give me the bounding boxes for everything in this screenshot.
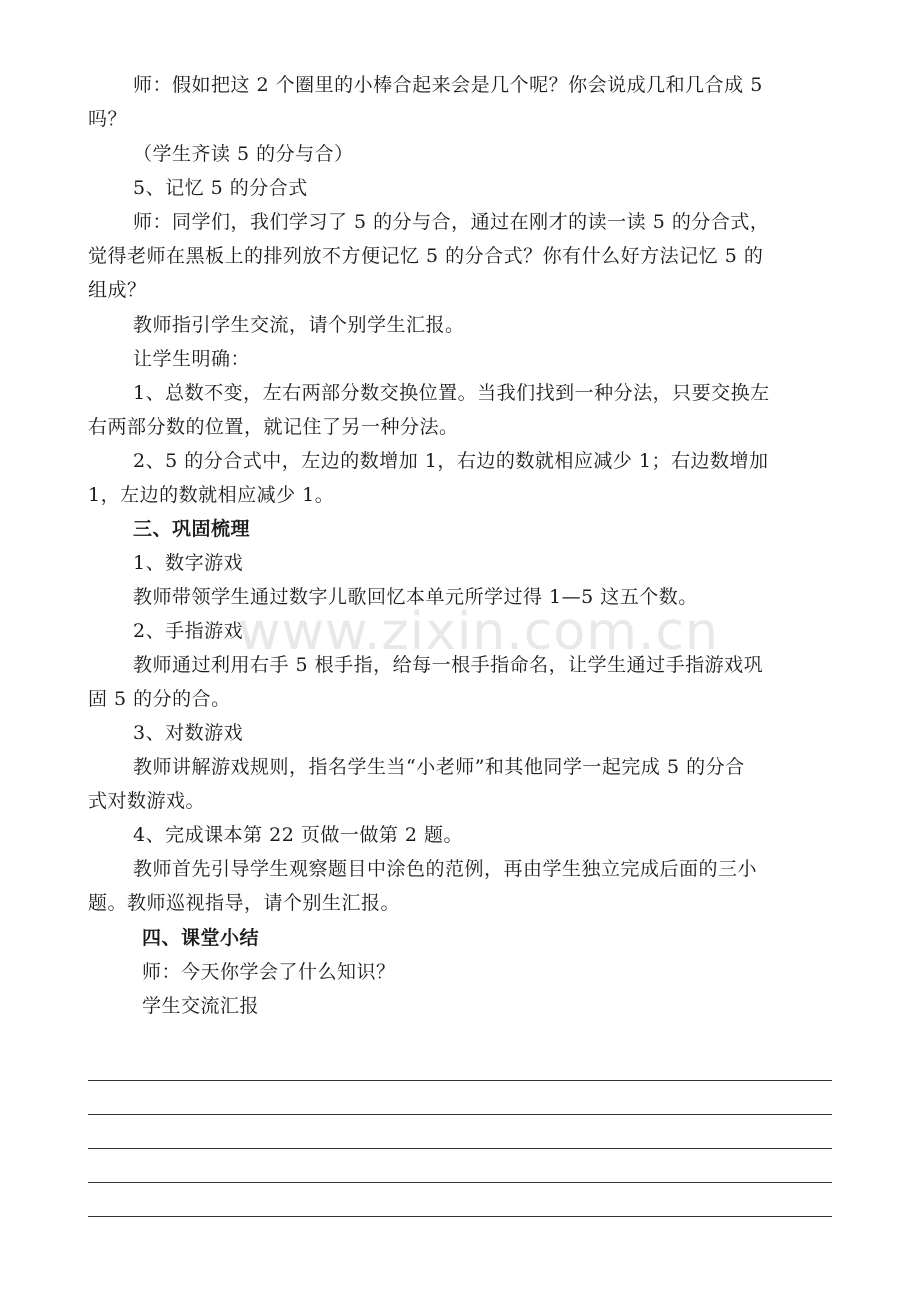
paragraph-line: 3、对数游戏 [133,722,244,744]
paragraph-line: 吗？ [88,108,128,130]
paragraph-line: 教师讲解游戏规则，指名学生当“小老师”和其他同学一起完成 5 的分合 [133,756,745,778]
blank-rule-line [88,1148,832,1149]
paragraph-line: 让学生明确： [133,348,251,370]
blank-rule-line [88,1080,832,1081]
paragraph-line: 教师首先引导学生观察题目中涂色的范例，再由学生独立完成后面的三小 [133,858,758,880]
paragraph-line: 教师通过利用右手 5 根手指，给每一根手指命名，让学生通过手指游戏巩 [133,654,764,676]
paragraph-line: 觉得老师在黑板上的排列放不方便记忆 5 的分合式？你有什么好方法记忆 5 的 [88,245,764,267]
paragraph-line: 学生交流汇报 [142,995,260,1017]
paragraph-line: 教师指引学生交流，请个别学生汇报。 [133,314,465,336]
paragraph-line: 教师带领学生通过数字儿歌回忆本单元所学过得 1—5 这五个数。 [133,586,698,608]
paragraph-line: 固 5 的分的合。 [88,688,231,710]
watermark-text: www.zixin.com.cn [238,602,719,662]
paragraph-line: 题。教师巡视指导，请个别生汇报。 [88,892,401,914]
paragraph-line: 式对数游戏。 [88,790,206,812]
blank-rule-line [88,1182,832,1183]
blank-rule-line [88,1216,832,1217]
paragraph-line: 5、记忆 5 的分合式 [133,177,308,199]
paragraph-line: 师：今天你学会了什么知识？ [142,961,396,983]
paragraph-line: 1、数字游戏 [133,552,244,574]
paragraph-line: 师：假如把这 2 个圈里的小棒合起来会是几个呢？你会说成几和几合成 5 [133,74,763,96]
paragraph-line: 1、总数不变，左右两部分数交换位置。当我们找到一种分法，只要交换左 [133,382,770,404]
paragraph-line: （学生齐读 5 的分与合） [133,143,354,165]
paragraph-line: 组成？ [88,279,147,301]
paragraph-line: 师：同学们，我们学习了 5 的分与合，通过在刚才的读一读 5 的分合式， [133,211,770,233]
blank-rule-line [88,1114,832,1115]
paragraph-line: 4、完成课本第 22 页做一做第 2 题。 [133,824,464,846]
paragraph-line: 右两部分数的位置，就记住了另一种分法。 [88,416,459,438]
paragraph-line: 2、5 的分合式中，左边的数增加 1，右边的数就相应减少 1；右边数增加 [133,450,769,472]
paragraph-line: 1，左边的数就相应减少 1。 [88,484,335,506]
section-heading: 四、课堂小结 [142,927,260,949]
paragraph-line: 2、手指游戏 [133,620,244,642]
section-heading: 三、巩固梳理 [133,518,251,540]
